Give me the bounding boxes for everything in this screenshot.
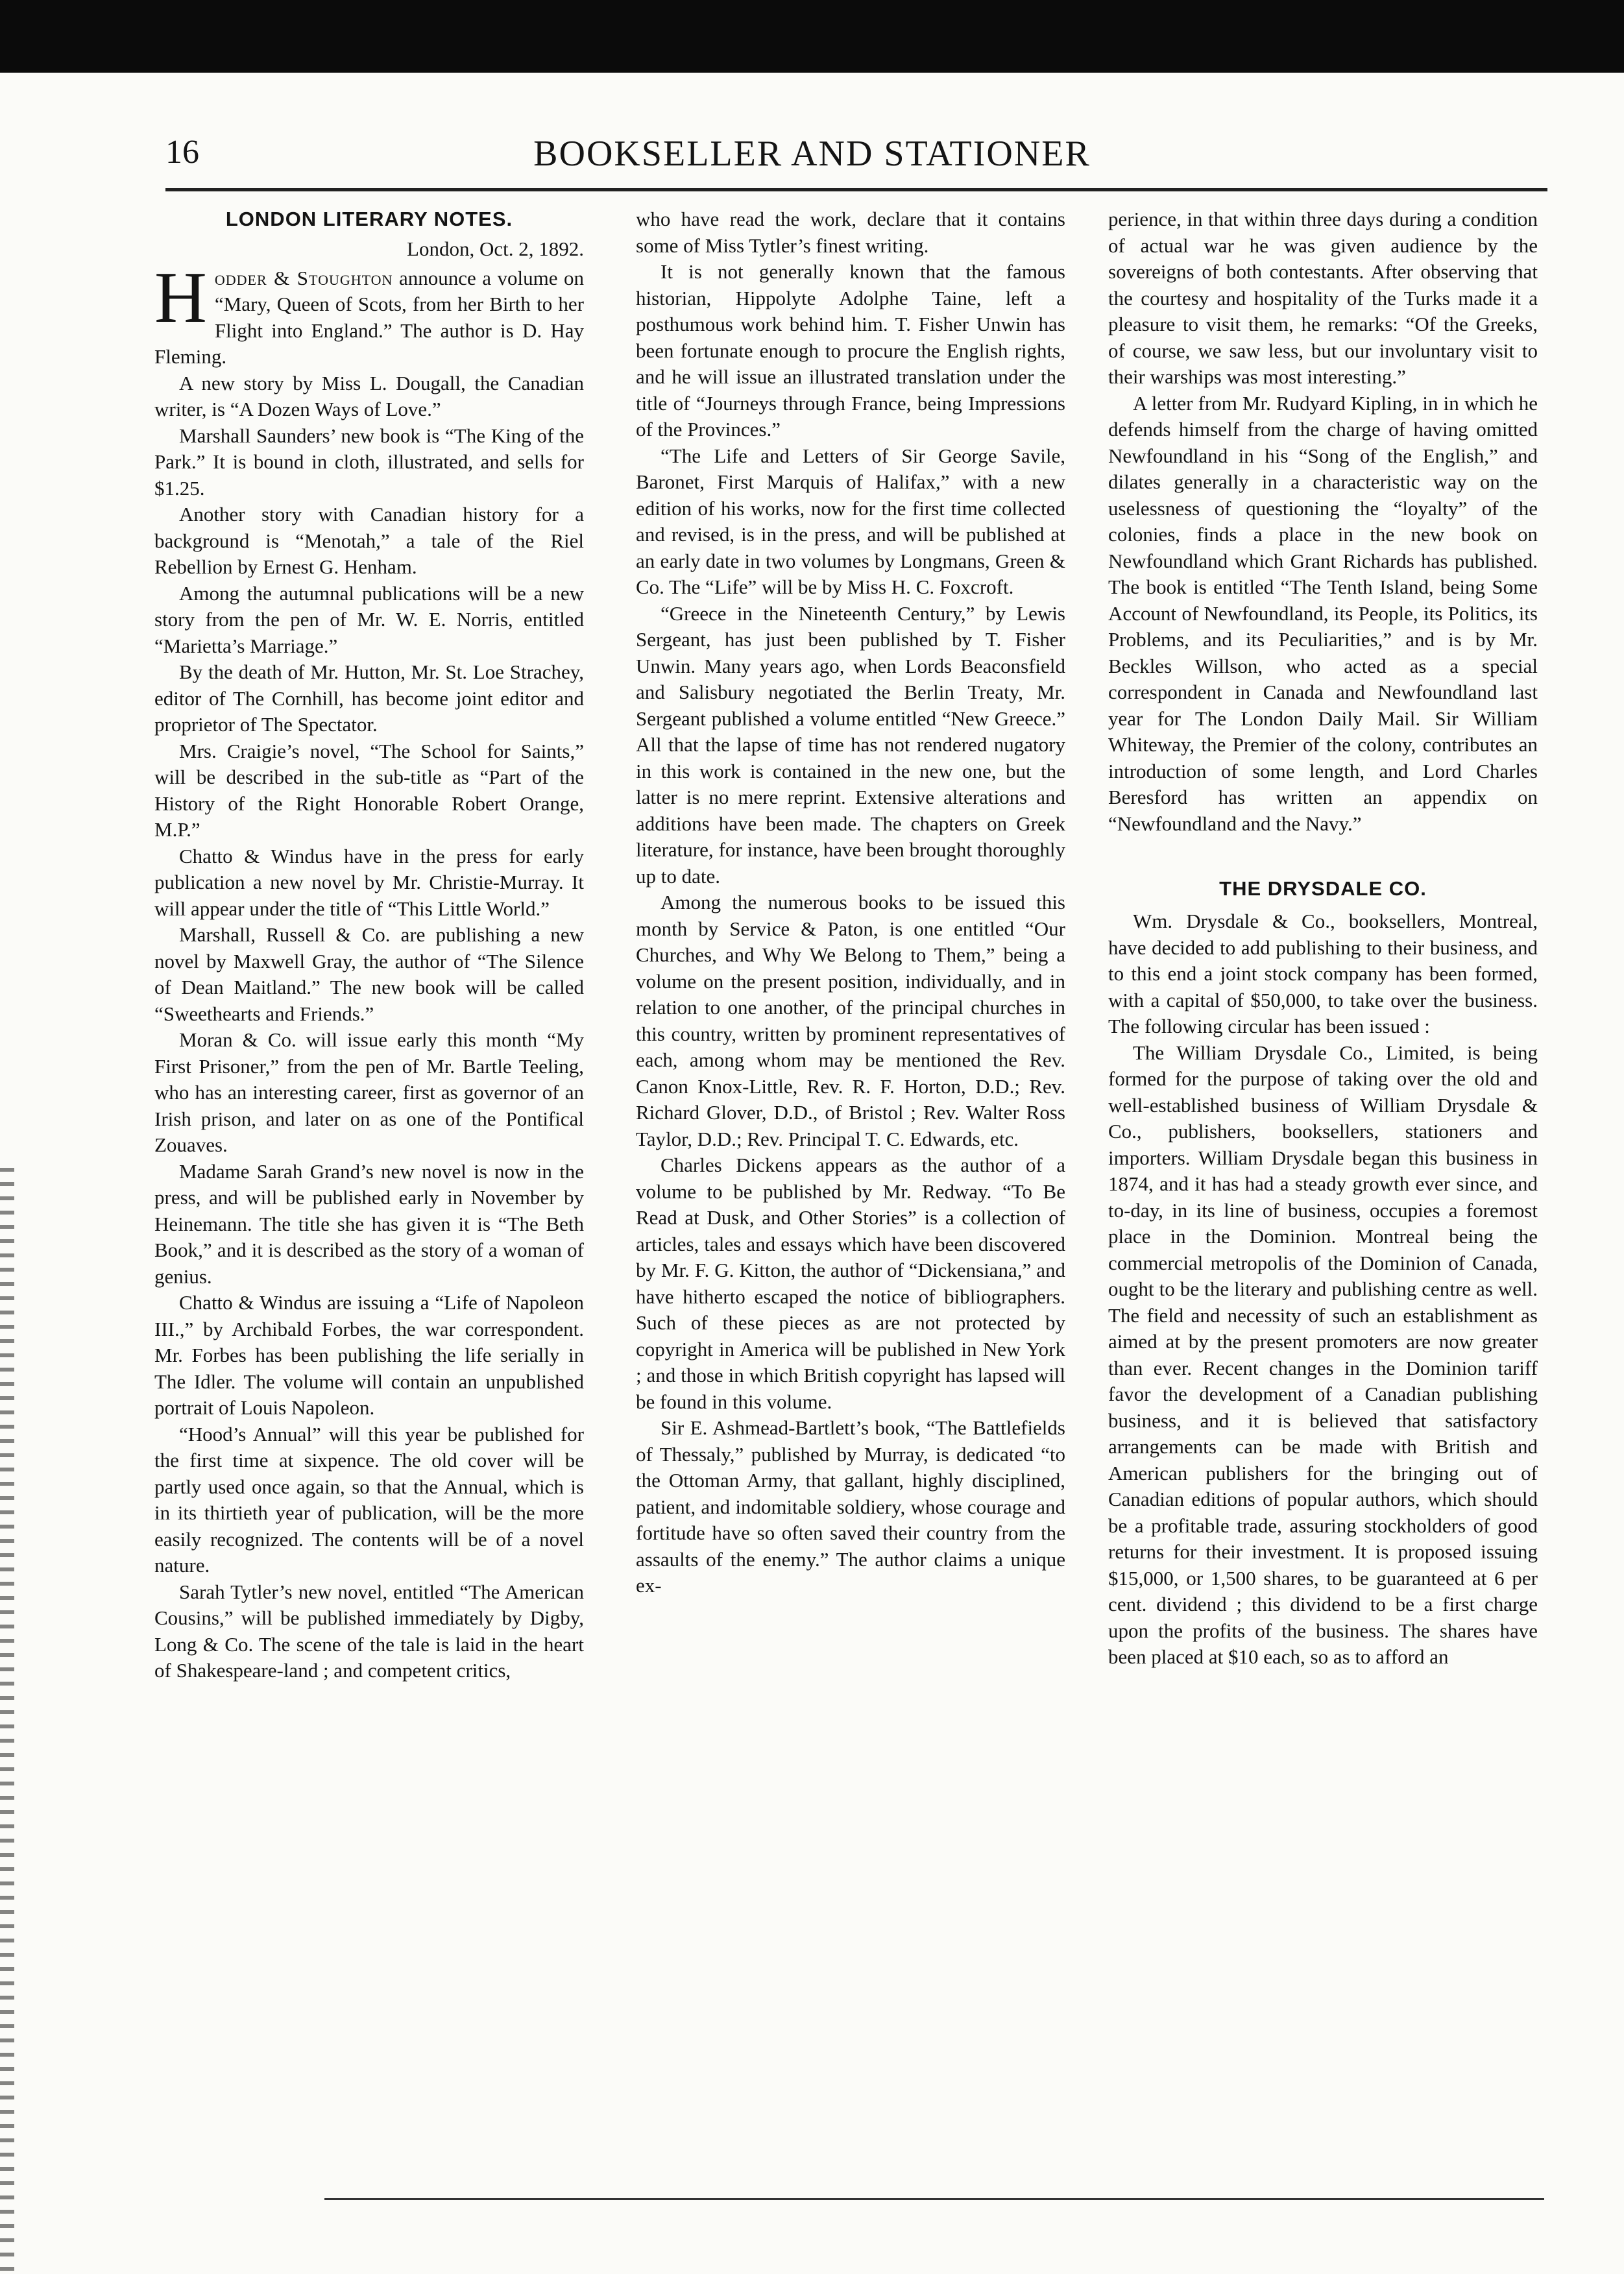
column-2 (636, 206, 1065, 2179)
article-paragraph: Marshall, Russell & Co. are publishing a new novel by Maxwell Gray, the author of “The Silence of Dean Maitland.” The new book will be called “Sweethearts and Friends.” (154, 923, 584, 1025)
continued-paragraph: perience, in that within three days during a condition of actual war he was given audience by the sovereigns of both contestants. After observing that the courtesy and hospitality of the Turks made it a pleasure to visit them, he remarks: “Of the Greeks, of course, we saw less, but our involuntary visit to their warships was most interesting.” (1108, 208, 1538, 388)
article-paragraph: Madame Sarah Grand’s new novel is now in the press, and will be published early in November by Heinemann. The title she has given it is “The Beth Book,” and it is described as the story of a woman of genius. (154, 1159, 584, 1288)
article-paragraph: The William Drysdale Co., Limited, is being formed for the purpose of taking over the old and well-established business of William Drysdale & Co., publishers, booksellers, stationers and importers. William Drysdale began this business in 1874, and it has had a steady growth ever since, and to-day, in its line of business, occupies a foremost place in the Dominion. Montreal being the commercial metropolis of the Dominion of Canada, ought to be the literary and publishing centre as well. The field and necessity of such an establishment as aimed at by the present promoters are now greater than ever. Recent changes in the Dominion tariff favor the development of a Canadian publishing business, and it is believed that satisfactory arrangements can be made with British and American publishers for the bringing out of Canadian editions of popular authors, which should be a profitable trade, assuring stockholders of good returns for their investment. It is proposed issuing $15,000, or 1,500 shares, to be guaranteed at 6 per cent. dividend ; this dividend to be a first charge upon the profits of the business. The shares have been placed at $10 each, so as to afford an (1108, 1041, 1538, 1668)
article-paragraph: It is not generally known that the famous historian, Hippolyte Adolphe Taine, left a posthumous work behind him. T. Fisher Unwin has been fortunate enough to procure the English rights, and he will issue an illustrated translation under the title of “Journeys through France, being Impressions of the Provinces.” (636, 260, 1065, 441)
london-literary-notes-heading: LONDON LITERARY NOTES. (225, 208, 513, 230)
scan-top-border (0, 0, 1624, 73)
drop-cap: H (154, 257, 207, 338)
footer-rule (324, 2198, 1544, 2200)
article-paragraph: “The Life and Letters of Sir George Savile, Baronet, First Marquis of Halifax,” with a new edition of his works, now for the first time collected and revised, is in the press, and will be published at an early date in two volumes by Longmans, Green & Co. The “Life” will be by Miss H. C. Foxcroft. (636, 444, 1065, 598)
article-paragraph: Among the autumnal publications will be a new story from the pen of Mr. W. E. Norris, entitled “Marietta’s Marriage.” (154, 581, 584, 657)
lead-text: announce a volume on “Mary, Queen of Scots, from her Birth to her Flight into England.” The author is D. Hay Fleming. (154, 266, 584, 368)
page-number: 16 (165, 134, 199, 171)
article-paragraph: “Hood’s Annual” will this year be published for the first time at sixpence. The old cover will be partly used once again, so that the Annual, which is in its thirtieth year of publication, will be the more easily recognized. The contents will be of a novel nature. (154, 1422, 584, 1577)
article-paragraph: Chatto & Windus have in the press for early publication a new novel by Mr. Christie-Murray. It will appear under the title of “This Little World.” (154, 844, 584, 920)
article-paragraph: Sarah Tytler’s new novel, entitled “The American Cousins,” will be published immediately by Digby, Long & Co. The scene of the tale is laid in the heart of Shakespeare-land ; and competent critics, (154, 1580, 584, 1682)
column-3 (1108, 206, 1538, 2179)
lead-paragraph (154, 257, 584, 370)
article-paragraph: Moran & Co. will issue early this month “My First Prisoner,” from the pen of Mr. Bartle Teeling, who has an interesting career, first as governor of an Irish prison, and later on as one of the Pontifical Zouaves. (154, 1028, 584, 1156)
article-paragraph: Chatto & Windus are issuing a “Life of Napoleon III.,” by Archibald Forbes, the war correspondent. Mr. Forbes has been publishing the life serially in The Idler. The volume will contain an unpublished portrait of Louis Napoleon. (154, 1291, 584, 1419)
article-paragraph: Sir E. Ashmead-Bartlett’s book, “The Battlefields of Thessaly,” published by Murray, is dedicated “to the Ottoman Army, that gallant, highly disciplined, patient, and indomitable soldiery, whose courage and fortitude have so often saved their country from the assaults of the enemy.” The author claims a unique ex- (636, 1416, 1065, 1597)
article-paragraph: A new story by Miss L. Dougall, the Canadian writer, is “A Dozen Ways of Love.” (154, 371, 584, 420)
dateline: London, Oct. 2, 1892. (407, 237, 584, 260)
kipling-paragraph: A letter from Mr. Rudyard Kipling, in in which he defends himself from the charge of having omitted Newfoundland in his “Song of the English,” and dilates generally in a characteristic way on the uselessness of questioning the “loyalty” of the colonies, finds a place in the new book on Newfoundland which Grant Richards has published. The book is entitled “The Tenth Island, being Some Account of Newfoundland, its People, its Politics, its Problems, and its Peculiarities,” and is by Mr. Beckles Willson, who acted as a special correspondent in Canada and Newfoundland last year for The London Daily Mail. Sir William Whiteway, the Premier of the colony, contributes an introduction of some length, and Lord Charles Beresford has written an appendix on “Newfoundland and the Navy.” (1108, 391, 1538, 835)
article-paragraph: Among the numerous books to be issued this month by Service & Paton, is one entitled “Our Churches, and Why We Belong to Them,” being a volume on the present position, individually, and in relation to one another, of the principal churches in this country, written by prominent representatives of each, among whom may be mentioned the Rev. Canon Knox-Little, Rev. R. F. Horton, D.D.; Rev. Richard Glover, D.D., of Bristol ; Rev. Walter Ross Taylor, D.D.; Rev. Principal T. C. Edwards, etc. (636, 891, 1065, 1150)
continued-paragraph: who have read the work, declare that it contains some of Miss Tytler’s finest writing. (636, 208, 1065, 257)
lead-firm-name: odder & Stoughton (214, 266, 393, 289)
article-paragraph: Mrs. Craigie’s novel, “The School for Saints,” will be described in the sub-title as “Part of the History of the Right Honorable Robert Orange, M.P.” (154, 739, 584, 841)
column-1 (154, 206, 584, 2179)
article-paragraph: Wm. Drysdale & Co., booksellers, Montreal, have decided to add publishing to their business, and to this end a joint stock company has been formed, with a capital of $50,000, to take over the business. The following circular has been issued : (1108, 910, 1538, 1037)
article-paragraph: Another story with Canadian history for a background is “Menotah,” a tale of the Riel Rebellion by Ernest G. Henham. (154, 503, 584, 578)
scan-binding-edge (0, 1168, 14, 2271)
article-paragraph: “Greece in the Nineteenth Century,” by Lewis Sergeant, has just been published by T. Fisher Unwin. Many years ago, when Lords Beaconsfield and Salisbury negotiated the Berlin Treaty, Mr. Sergeant published a volume entitled “New Greece.” All that the lapse of time has not rendered nugatory in this work is contained in the new one, but the latter is no mere reprint. Extensive alterations and additions have been made. The chapters on Greek literature, for instance, have been brought thoroughly up to date. (636, 601, 1065, 888)
header-rule (165, 188, 1547, 191)
drysdale-heading: THE DRYSDALE CO. (1219, 877, 1427, 900)
article-paragraph: By the death of Mr. Hutton, Mr. St. Loe Strachey, editor of The Cornhill, has become joint editor and proprietor of The Spectator. (154, 660, 584, 736)
article-paragraph: Charles Dickens appears as the author of a volume to be published by Mr. Redway. “To Be Read at Dusk, and Other Stories” is a collection of articles, tales and essays which have been discovered by Mr. F. G. Kitton, the author of “Dickensiana,” and have hitherto escaped the notice of bibliographers. Such of these pieces as are not protected by copyright in America will be published in New York ; and those in which British copyright has lapsed will be found in this volume. (636, 1154, 1065, 1413)
article-paragraph: Marshall Saunders’ new book is “The King of the Park.” It is bound in cloth, illustrated, and sells for $1.25. (154, 424, 584, 500)
running-title: BOOKSELLER AND STATIONER (533, 134, 1091, 174)
